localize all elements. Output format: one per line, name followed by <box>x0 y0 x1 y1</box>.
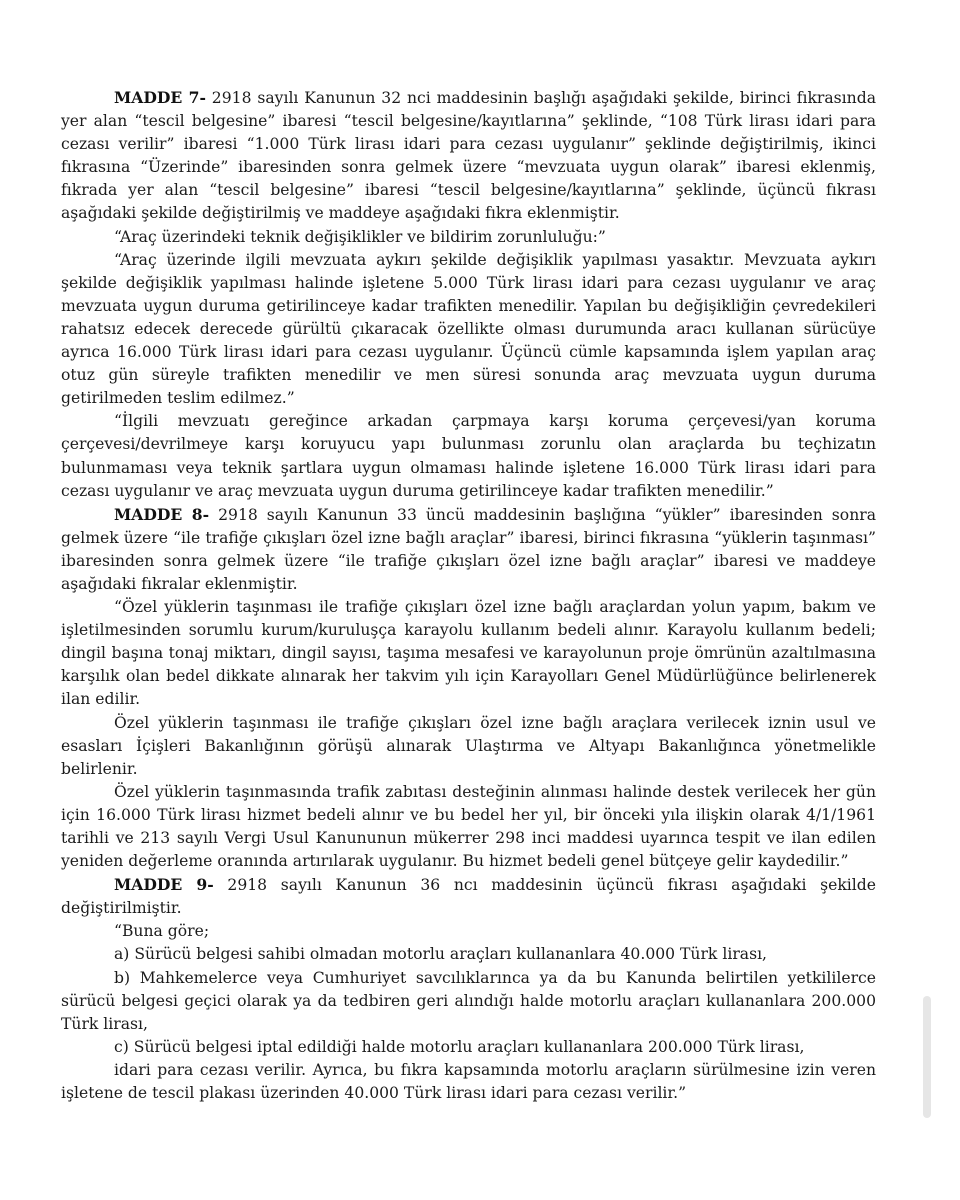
paragraph-text: Özel yüklerin taşınması ile trafiğe çıkışları özel izne bağlı araçlara verilecek iznin usul ve esasları İçişleri Bakanlığının görüşü alınarak Ulaştırma ve Altyapı Bakanlığınca yönetmelikle belirlenir. <box>61 713 876 778</box>
paragraph-text: c) Sürücü belgesi iptal edildiği halde motorlu araçları kullananlara 200.000 Türk lirası, <box>114 1037 805 1056</box>
paragraph-technical-changes <box>61 249 876 411</box>
paragraph-text: “Araç üzerindeki teknik değişiklikler ve bildirim zorunluluğu:” <box>114 227 606 246</box>
paragraph-text: Özel yüklerin taşınmasında trafik zabıtası desteğinin alınması halinde destek verilecek her gün için 16.000 Türk lirası hizmet bedeli alınır ve bu bedel her yıl, bir önceki yıla ilişkin olarak 4/1/1961 tarihli ve 213 sayılı Vergi Usul Kanununun mükerrer 298 inci maddesi uyarınca tespit ve ilan edilen yeniden değerleme oranında artırılarak uygulanır. Bu hizmet bedeli genel bütçeye gelir kaydedilir.” <box>61 782 876 871</box>
paragraph-protection-frame <box>61 410 876 502</box>
paragraph-madde-8 <box>61 503 876 596</box>
list-item-a <box>61 943 876 966</box>
paragraph-text: idari para cezası verilir. Ayrıca, bu fıkra kapsamında motorlu araçların sürülmesine izin veren işletene de tescil plakası üzerinden 40.000 Türk lirası idari para cezası verilir.” <box>61 1060 876 1103</box>
paragraph-permit-rules <box>61 712 876 781</box>
paragraph-text: a) Sürücü belgesi sahibi olmadan motorlu araçları kullananlara 40.000 Türk lirası, <box>114 945 768 964</box>
paragraph-madde-9 <box>61 873 876 920</box>
madde-8-text: 2918 sayılı Kanunun 33 üncü maddesinin başlığına “yükler” ibaresinden sonra gelmek üzere “ile trafiğe çıkışları özel izne bağlı araçlar” ibaresi, birinci fıkrasına “yüklerin taşınması” ibaresinden sonra gelmek üzere “ile trafiğe çıkışları özel izne bağlı araçlar” ibaresi ve maddeye aşağıdaki fıkralar eklenmiştir. <box>61 505 876 593</box>
madde-7-heading: MADDE 7- <box>114 88 206 107</box>
paragraph-text: “Özel yüklerin taşınması ile trafiğe çıkışları özel izne bağlı araçlardan yolun yapım, bakım ve işletilmesinden sorumlu kurum/kuruluşça karayolu kullanım bedeli alınır. Karayolu kullanım bedeli; dingil başına tonaj miktarı, dingil sayısı, taşıma mesafesi ve karayolunun proje ömrünün azaltılmasına karşılık olan bedel dikkate alınarak her takvim yılı için Karayolları Genel Müdürlüğünce belirlenerek ilan edilir. <box>61 598 876 709</box>
paragraph-text: “Buna göre; <box>114 922 210 941</box>
list-item-c <box>61 1036 876 1059</box>
paragraph-text: “Araç üzerinde ilgili mevzuata aykırı şekilde değişiklik yapılması yasaktır. Mevzuata aykırı şekilde değişiklik yapılması halinde işletene 5.000 Türk lirası idari para cezası uygulanır ve araç mevzuata uygun duruma getirilinceye kadar trafikten menedilir. Yapılan bu değişikliğin çevredekileri rahatsız edecek derecede gürültü çıkaracak özellikte olması durumunda aracı kullanan sürücüye ayrıca 16.000 Türk lirası idari para cezası uygulanır. Üçüncü cümle kapsamında işlem yapılan araç otuz gün süreyle trafikten menedilir ve men süresi sonunda araç mevzuata uygun duruma getirilmeden teslim edilmez.” <box>61 250 876 408</box>
paragraph-madde-7 <box>61 86 876 226</box>
document-page <box>61 86 876 1105</box>
madde-9-heading: MADDE 9- <box>114 875 214 895</box>
vertical-scrollbar[interactable] <box>923 996 931 1118</box>
paragraph-heading-quote <box>61 226 876 249</box>
paragraph-text: “İlgili mevzuatı gereğince arkadan çarpmaya karşı koruma çerçevesi/yan koruma çerçevesi/devrilmeye karşı koruyucu yapı bulunması zorunlu olan araçlarda bu teçhizatın bulunmaması veya teknik şartlara uygun olmaması halinde işletene 16.000 Türk lirası idari para cezası uygulanır ve araç mevzuata uygun duruma getirilinceye kadar trafikten menedilir.” <box>61 412 876 500</box>
paragraph-closing <box>61 1059 876 1105</box>
madde-8-heading: MADDE 8- <box>114 504 210 524</box>
paragraph-traffic-police-support <box>61 781 876 873</box>
madde-7-text: 2918 sayılı Kanunun 32 nci maddesinin başlığı aşağıdaki şekilde, birinci fıkrasında yer alan “tescil belgesine” ibaresi “tescil belgesine/kayıtlarına” şeklinde, “108 Türk lirası idari para cezası verilir” ibaresi “1.000 Türk lirası idari para cezası uygulanır” şeklinde değiştirilmiş, ikinci fıkrasına “Üzerinde” ibaresinden sonra gelmek üzere “mevzuata uygun olarak” ibaresi eklenmiş, fıkrada yer alan “tescil belgesine” ibaresi “tescil belgesine/kayıtlarına” şeklinde, üçüncü fıkrası aşağıdaki şekilde değiştirilmiş ve maddeye aşağıdaki fıkra eklenmiştir. <box>61 89 876 223</box>
list-item-b <box>61 967 876 1036</box>
paragraph-special-loads <box>61 596 876 711</box>
madde-9-text: 2918 sayılı Kanunun 36 ncı maddesinin üçüncü fıkrası aşağıdaki şekilde değiştirilmiştir. <box>61 876 876 918</box>
paragraph-text: b) Mahkemelerce veya Cumhuriyet savcılıklarınca ya da bu Kanunda belirtilen yetkililerce sürücü belgesi geçici olarak ya da tedbiren geri alındığı halde motorlu araçları kullananlara 200.000 Türk lirası, <box>61 968 876 1033</box>
paragraph-buna-gore <box>61 920 876 943</box>
